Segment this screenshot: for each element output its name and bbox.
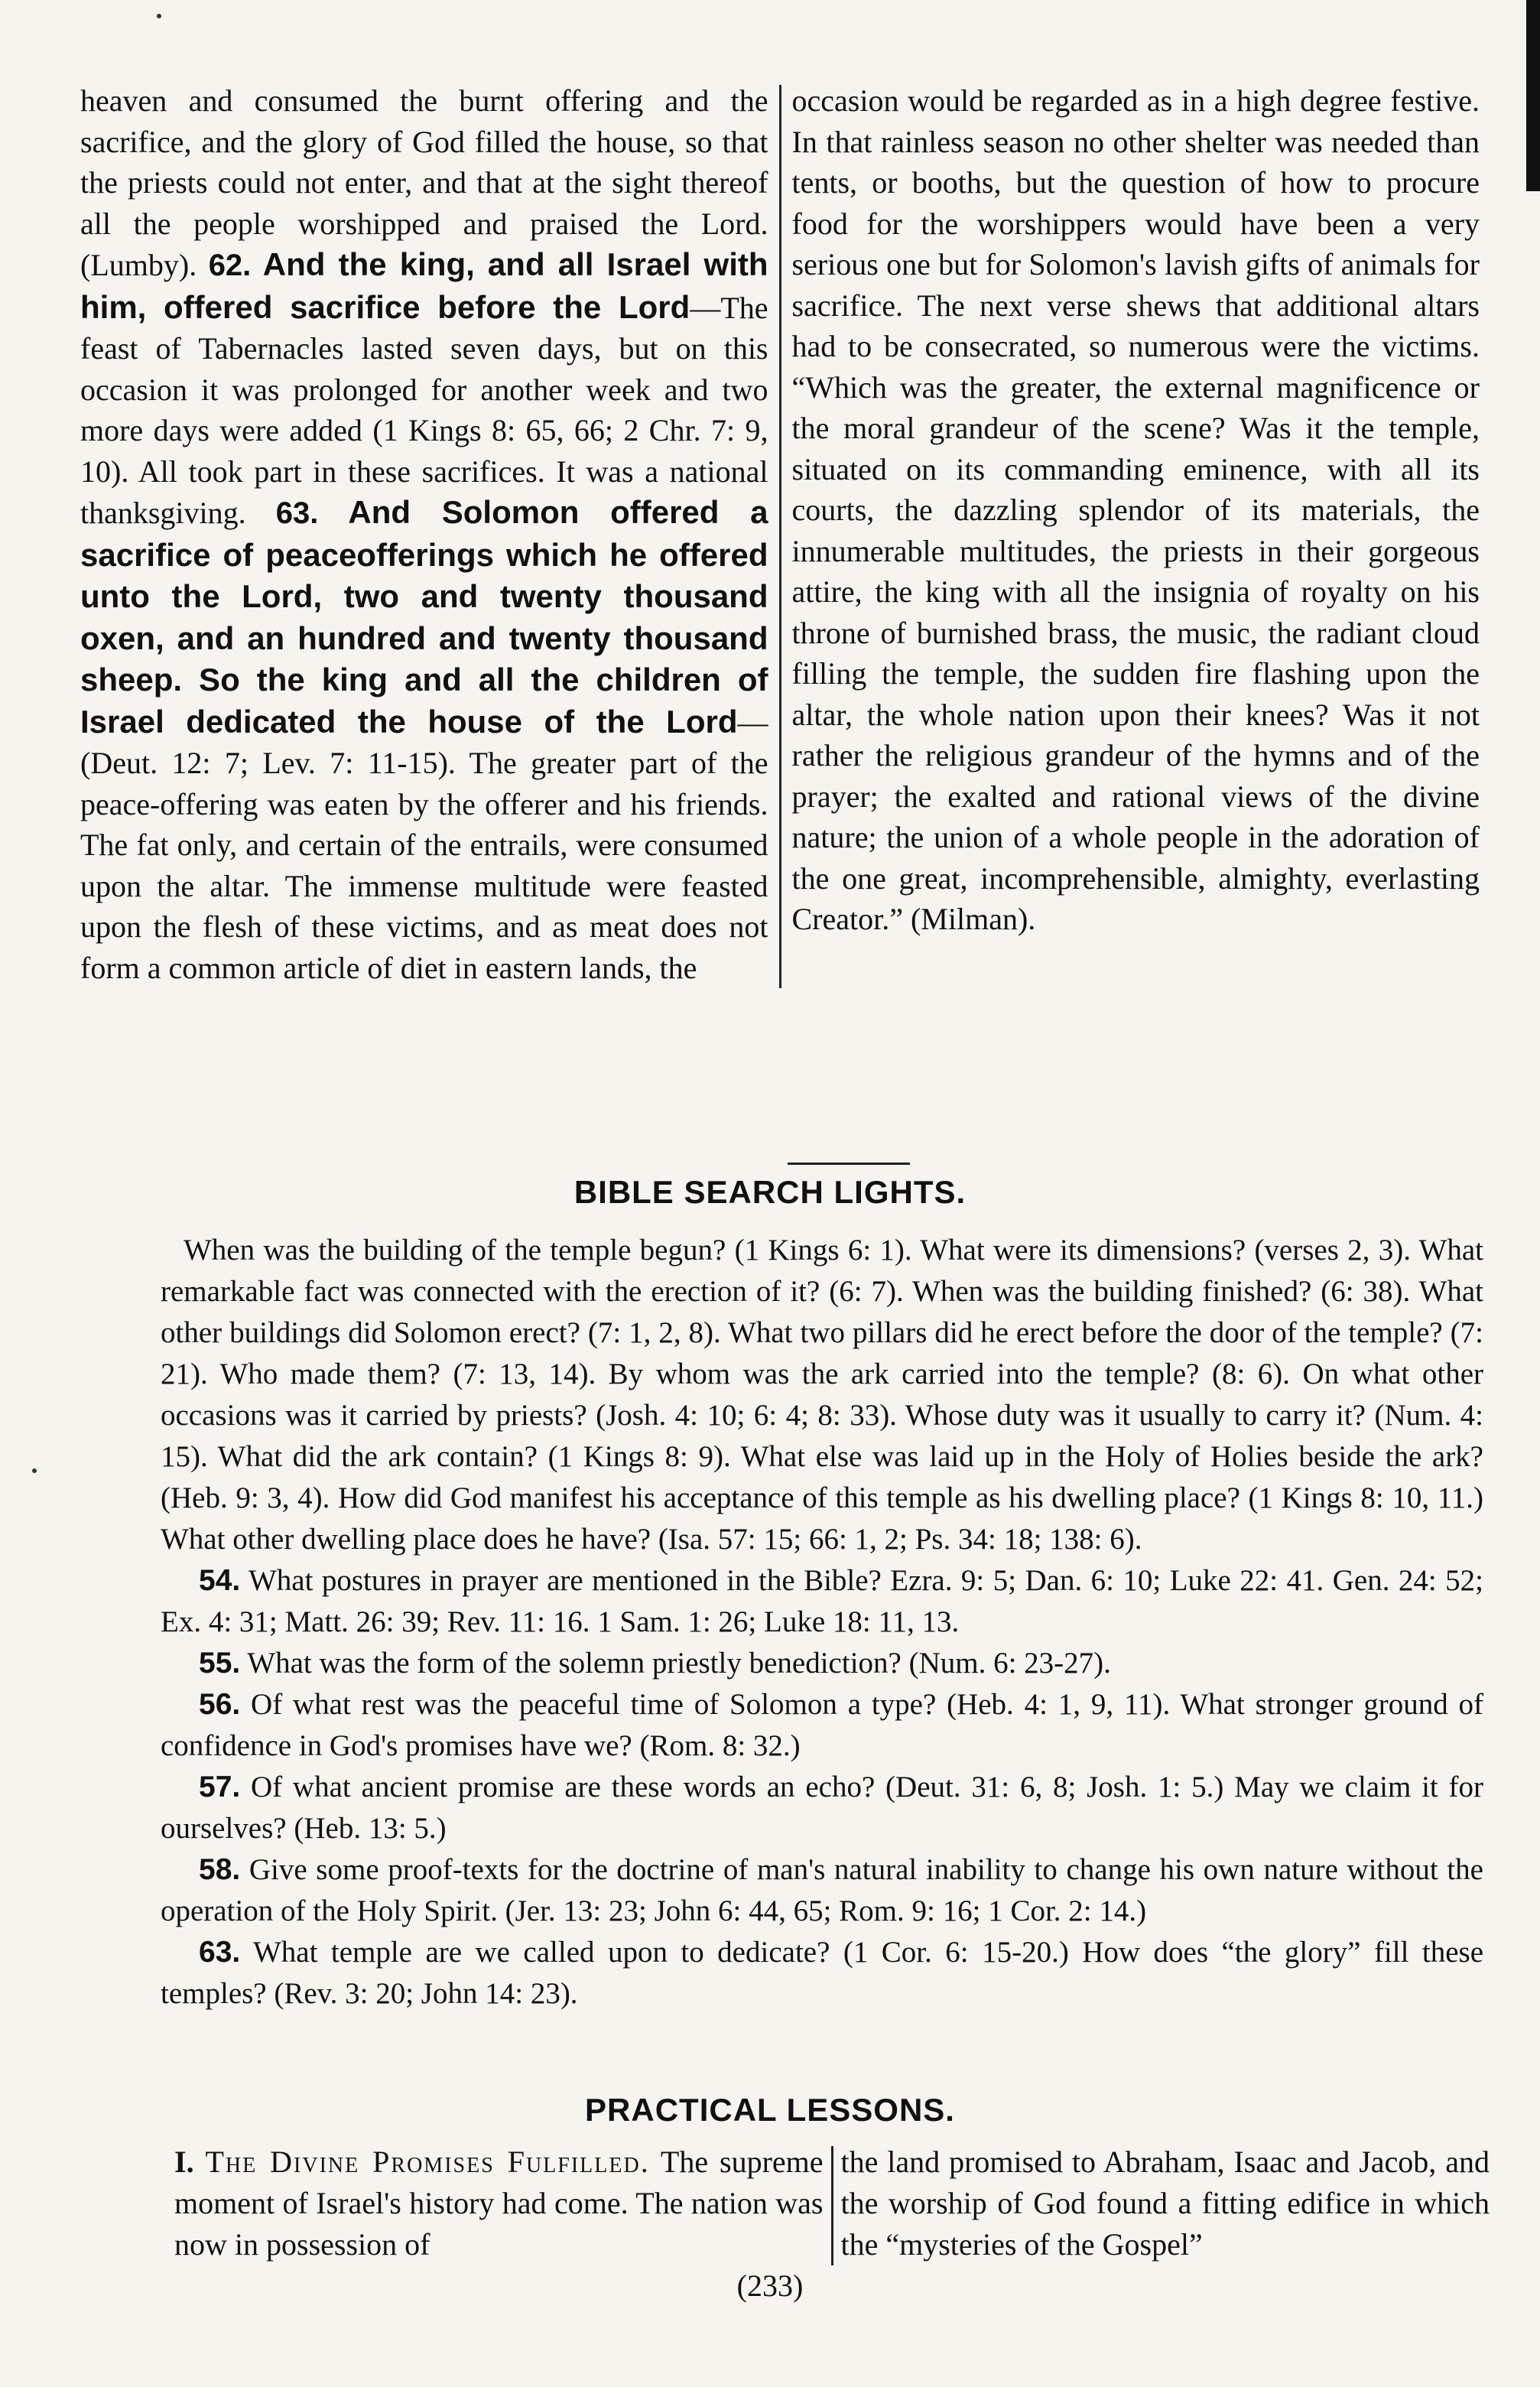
- bible-search-lights-body: [161, 1230, 1483, 2015]
- question-item: [161, 1849, 1483, 1932]
- page-number: (233): [736, 2268, 804, 2303]
- question-number: 55.: [199, 1647, 241, 1680]
- scan-speck: [32, 1468, 37, 1473]
- section-heading-practical-lessons: PRACTICAL LESSONS.: [585, 2092, 955, 2128]
- question-text: What was the form of the solemn priestly benediction? (Num. 6: 23-27).: [247, 1647, 1111, 1680]
- right-column: [789, 80, 1480, 988]
- question-number: 63.: [199, 1936, 241, 1969]
- column-divider: [779, 85, 781, 988]
- section-heading-bible-search-lights: BIBLE SEARCH LIGHTS.: [573, 1174, 967, 1210]
- commentary-text: —(Deut. 12: 7; Lev. 7: 11-15). The greater part of the peace-offering was eaten by the offerer and his friends. The fat only, and certain of the entrails, were consumed upon the altar. The immense multitude were feasted upon the flesh of these victims, and as meat does not form a common article of diet in eastern lands, the: [80, 704, 768, 985]
- lesson-text: the land promised to Abraham, Isaac and Jacob, and the worship of God found a fitting edifice in which the “mysteries of the Gospel”: [840, 2145, 1490, 2262]
- question-item: [161, 1767, 1483, 1849]
- question-text: Of what rest was the peaceful time of Solomon a type? (Heb. 4: 1, 9, 11). What stronger ground of confidence in God's promises have we? (Rom. 8: 32.): [161, 1688, 1483, 1762]
- question-text: What temple are we called upon to dedicate? (1 Cor. 6: 15-20.) How does “the glory” fill these temples? (Rev. 3: 20; John 14: 23).: [161, 1936, 1484, 2010]
- commentary-text: heaven and consumed the burnt offering and the sacrifice, and the glory of God filled the house, so that the priests could not enter, and that at the sight thereof all the people worshipped and praised the Lord. (Lumby).: [80, 83, 768, 282]
- lesson-numeral: I.: [174, 2145, 194, 2179]
- question-number: 57.: [199, 1771, 241, 1803]
- commentary-text: occasion would be regarded as in a high degree festive. In that rainless season no other shelter was needed than tents, or booths, but the question of how to procure food for the worshippers would have been a very serious one but for Solomon's lavish gifts of animals for sacrifice. The next verse shews that additional altars had to be consecrated, so numerous were the victims. “Which was the greater, the external magnificence or the moral grandeur of the scene? Was it the temple, situated on its commanding eminence, with all its courts, the dazzling splendor of its materials, the innumerable multitudes, the priests in their gorgeous attire, the king with all the insignia of royalty on his throne of burnished brass, the music, the radiant cloud filling the temple, the sudden fire flashing upon the altar, the whole nation upon their knees? Was it not rather the religious grandeur of the hymns and of the prayer; the exalted and rational views of the divine nature; the union of a whole people in the adoration of the one great, incomprehensible, almighty, everlasting Creator.” (Milman).: [791, 83, 1480, 936]
- lesson-right-column: [841, 2141, 1490, 2265]
- verse-text-bold: And Solomon offered a sacrifice of peaceofferings which he offered unto the Lord, two and twenty thousand oxen, and an hundred and twenty thousand sheep. So the king and all the children of Israel dedicated the house of the Lord: [80, 494, 768, 740]
- column-divider: [831, 2146, 833, 2265]
- question-text: Give some proof-texts for the doctrine of man's natural inability to change his own nature without the operation of the Holy Spirit. (Jer. 13: 23; John 6: 44, 65; Rom. 9: 16; 1 Cor. 2: 14.): [161, 1853, 1483, 1927]
- scan-speck: [157, 14, 161, 18]
- practical-lessons-section: [174, 2141, 1490, 2265]
- section-rule: [788, 1163, 910, 1165]
- question-item: [161, 1643, 1483, 1684]
- scan-edge-mark: [1526, 0, 1540, 191]
- lesson-left-column: [174, 2141, 824, 2265]
- left-column: [80, 80, 772, 988]
- lesson-title: The Divine Promises Fulfilled.: [205, 2145, 650, 2179]
- question-item: [161, 1684, 1483, 1767]
- question-text: What postures in prayer are mentioned in the Bible? Ezra. 9: 5; Dan. 6: 10; Luke 22: 41. Gen. 24: 52; Ex. 4: 31; Matt. 26: 39; Rev. 11: 16. 1 Sam. 1: 26; Luke 18: 11, 13.: [161, 1564, 1484, 1638]
- question-item: [161, 1932, 1483, 2015]
- top-two-column-section: [80, 80, 1480, 988]
- question-item: [161, 1560, 1483, 1643]
- search-intro-paragraph: When was the building of the temple begun? (1 Kings 6: 1). What were its dimensions? (verses 2, 3). What remarkable fact was connected with the erection of it? (6: 7). When was the building finished? (6: 38). What other buildings did Solomon erect? (7: 1, 2, 8). What two pillars did he erect before the door of the temple? (7: 21). Who made them? (7: 13, 14). By whom was the ark carried into the temple? (8: 6). On what other occasions was it carried by priests? (Josh. 4: 10; 6: 4; 8: 33). Whose duty was it usually to carry it? (Num. 4: 15). What did the ark contain? (1 Kings 8: 9). What else was laid up in the Holy of Holies beside the ark? (Heb. 9: 3, 4). How did God manifest his acceptance of this temple as his dwelling place? (1 Kings 8: 10, 11.) What other dwelling place does he have? (Isa. 57: 15; 66: 1, 2; Ps. 34: 18; 138: 6).: [161, 1234, 1483, 1556]
- question-number: 58.: [199, 1853, 241, 1886]
- question-number: 56.: [199, 1688, 241, 1721]
- verse-number: 62.: [208, 249, 252, 282]
- verse-text-bold: And the king, and all Israel with him, offered sacrifice before the Lord: [80, 246, 768, 325]
- lesson-text: The supreme moment of Israel's history had come. The nation was now in possession of: [174, 2145, 824, 2262]
- question-number: 54.: [199, 1564, 241, 1597]
- verse-number: 63.: [275, 496, 319, 530]
- commentary-text: —The feast of Tabernacles lasted seven days, but on this occasion it was prolonged for another week and two more days were added (1 Kings 8: 65, 66; 2 Chr. 7: 9, 10). All took part in these sacrifices. It was a national thanksgiving.: [80, 290, 768, 530]
- question-text: Of what ancient promise are these words an echo? (Deut. 31: 6, 8; Josh. 1: 5.) May we claim it for ourselves? (Heb. 13: 5.): [161, 1771, 1483, 1845]
